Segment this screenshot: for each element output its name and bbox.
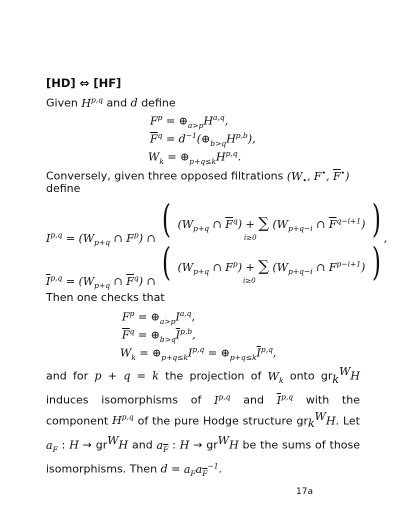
- intro-and: and: [106, 96, 128, 110]
- def-fbar: $\overline{F}^q$ = $d^{-1}(\oplus_{b>q}H^{p,b})$,: [150, 131, 256, 148]
- intro-define: define: [141, 96, 176, 110]
- sum-limit-1: i≥0: [244, 234, 257, 242]
- check-wk: $W_k$ = $\oplus_{p+q\le k}I^{p,q}$ = $\oplus_{p+q\le k}\overline{I}^{p,q}$,: [120, 345, 277, 362]
- conversely-text: Conversely, given three opposed filtrations: [46, 169, 284, 183]
- filtrations-symbol: ($W_•$, F•, $\overline{F}^•$): [286, 168, 350, 185]
- intro-d: d: [130, 96, 138, 110]
- equation-i: $I^{p,q} = (W_{p+q}$ ∩ $F^p$) ∩ ( ($W_{p+q}$ ∩ $\overline{F}^q$) + ∑ ($W_{p+q-i}$ ∩ $\overline{F}^{q-i+1}$) ) ,: [46, 197, 388, 248]
- sum-limit-2: i≥0: [243, 277, 256, 285]
- intro-symbol: H$^{p,q}$: [81, 95, 103, 110]
- then-checks-text: Then one checks that: [46, 291, 165, 304]
- conversely-line: [46, 168, 349, 185]
- page-number: 17a: [296, 487, 313, 497]
- slide-title: [HD] ⇔ [HF]: [46, 76, 122, 90]
- conclusion-paragraph: and for p + q = k the projection of $W_k$ onto $gr_k^WH$ induces isomorphisms of I$^{p,q}$ and $\overline{I}^{p,q}$ with the component H$^{p,q}$ of the pure Hodge structure $gr_k^WH$. Let $a_F$ : $H \to gr^WH$ and $a_{\overline{F}}$ : $H \to gr^WH$ be the sums of those isomorphisms. Then $d = a_Fa_{\overline{F}}^{-1}$.: [46, 365, 361, 479]
- intro-text: Given: [46, 96, 78, 110]
- check-fp: $F^p$ = $\oplus_{a>p}I^{a,q}$,: [122, 309, 195, 326]
- check-fbar: $\overline{F}^q$ = $\oplus_{b>q}\overline{I}^{p,b}$,: [122, 327, 196, 344]
- def-wk: $W_k$ = $\oplus_{p+q\le k}H^{p,q}$.: [148, 149, 242, 166]
- define2-text: define: [46, 182, 81, 195]
- intro-line: [46, 95, 176, 110]
- equation-ibar: $\overline{I}^{p,q} = (W_{p+q}$ ∩ $\overline{F}^q$) ∩ ( ($W_{p+q}$ ∩ $F^p$) + ∑ ($W_{p+q-i}$ ∩ $F^{p-i+1}$) ): [46, 240, 381, 291]
- def-fp: $F^p$ = $\oplus_{a>p}H^{a,q}$,: [150, 113, 229, 130]
